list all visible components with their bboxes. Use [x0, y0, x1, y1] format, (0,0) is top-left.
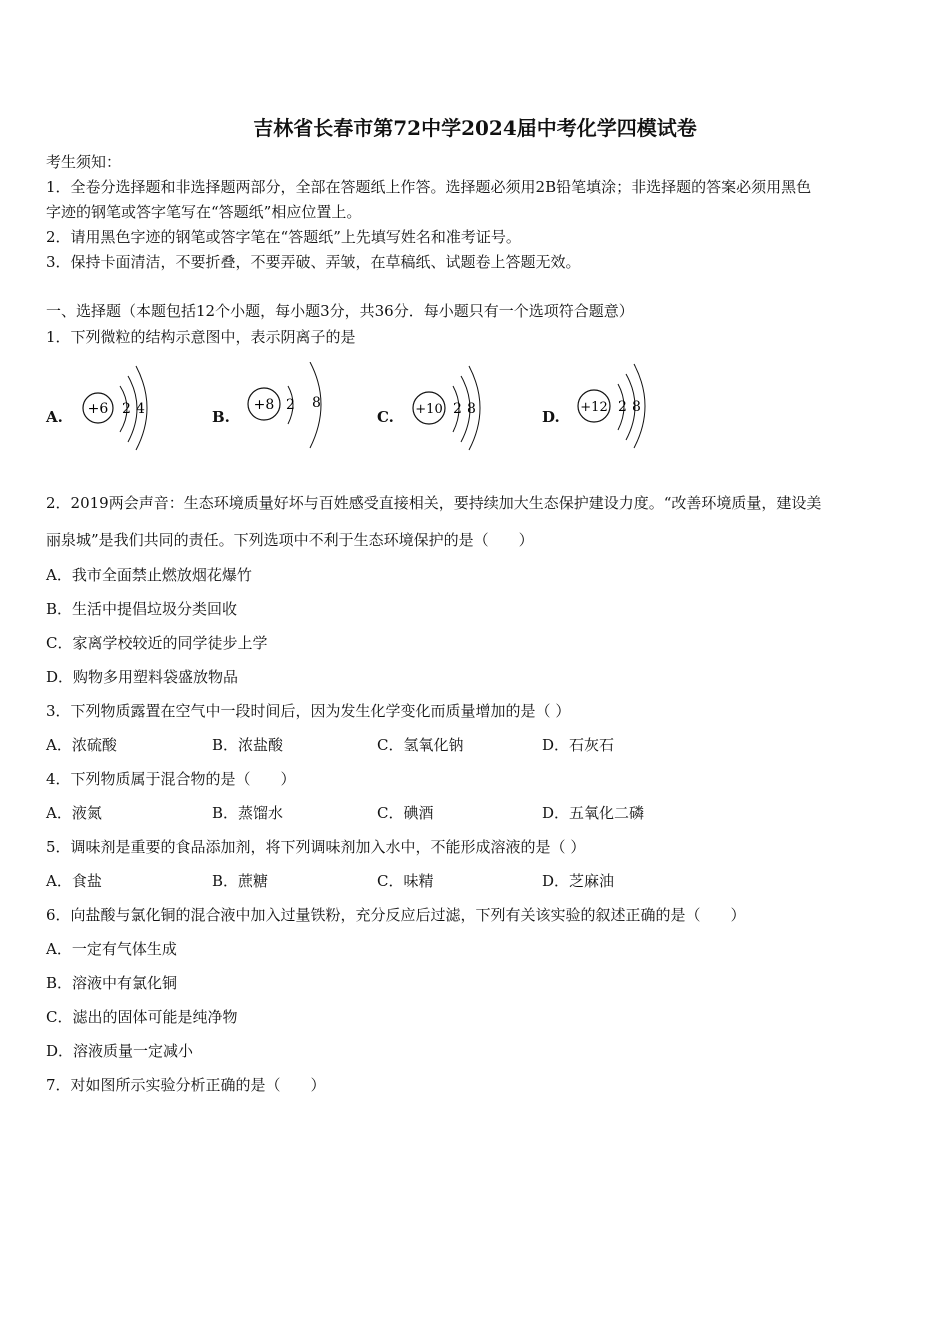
question-3-stem: 3．下列物质露置在空气中一段时间后，因为发生化学变化而质量增加的是（ ）	[46, 702, 571, 720]
option-label: C.	[377, 408, 394, 426]
section-heading: 一、选择题（本题包括12个小题，每小题3分，共36分．每小题只有一个选项符合题意）	[46, 302, 634, 320]
question-2-option: B．生活中提倡垃圾分类回收	[46, 600, 238, 618]
nucleus-charge: +8	[253, 397, 275, 413]
question-4-option: C．碘酒	[377, 804, 434, 822]
question-6-option: D．溶液质量一定减小	[46, 1042, 194, 1060]
shell-electrons: 8	[632, 399, 641, 415]
question-4-option: D．五氧化二磷	[542, 804, 645, 822]
question-7-stem: 7．对如图所示实验分析正确的是（ ）	[46, 1076, 326, 1094]
option-label: B.	[212, 408, 230, 426]
question-2-stem: 2．2019两会声音：生态环境质量好坏与百姓感受直接相关，要持续加大生态保护建设力度。“改善环境质量，建设美	[46, 494, 822, 512]
question-3-option: C．氢氧化钠	[377, 736, 464, 754]
option-c-atom-diagram	[377, 362, 537, 452]
shell-electrons: 2	[453, 401, 462, 417]
notice-item: 2．请用黑色字迹的钢笔或答字笔在“答题纸”上先填写姓名和准考证号。	[46, 228, 521, 246]
option-a-atom-diagram	[46, 362, 206, 452]
question-3-option: A．浓硫酸	[46, 736, 117, 754]
atom-structure-icon	[242, 362, 362, 452]
question-5-option: D．芝麻油	[542, 872, 615, 890]
question-5-option: B．蔗糖	[212, 872, 269, 890]
question-3-option: B．浓盐酸	[212, 736, 284, 754]
question-6-option: A．一定有气体生成	[46, 940, 177, 958]
question-2-stem: 丽泉城”是我们共同的责任。下列选项中不利于生态环境保护的是（ ）	[46, 531, 534, 549]
question-1-stem: 1．下列微粒的结构示意图中，表示阴离子的是	[46, 328, 356, 346]
question-6-option: B．溶液中有氯化铜	[46, 974, 178, 992]
question-2-option: A．我市全面禁止燃放烟花爆竹	[46, 566, 252, 584]
notice-item: 1．全卷分选择题和非选择题两部分，全部在答题纸上作答。选择题必须用2B铅笔填涂；非选择题的答案必须用黑色	[46, 178, 812, 196]
page-title: 吉林省长春市第72中学2024届中考化学四模试卷	[253, 116, 697, 140]
question-2-option: C．家离学校较近的同学徒步上学	[46, 634, 268, 652]
question-6-option: C．滤出的固体可能是纯净物	[46, 1008, 238, 1026]
shell-electrons: 4	[136, 401, 145, 417]
question-5-option: C．味精	[377, 872, 434, 890]
nucleus-charge: +6	[87, 401, 109, 417]
question-2-option: D．购物多用塑料袋盛放物品	[46, 668, 239, 686]
option-b-atom-diagram	[212, 362, 372, 452]
question-5-option: A．食盐	[46, 872, 102, 890]
atom-structure-icon	[572, 362, 692, 452]
option-label: D.	[542, 408, 560, 426]
notice-heading: 考生须知：	[46, 153, 122, 171]
notice-item: 字迹的钢笔或答字笔写在“答题纸”相应位置上。	[46, 203, 362, 221]
option-d-atom-diagram	[542, 362, 702, 452]
shell-electrons: 2	[122, 401, 131, 417]
atom-structure-icon	[76, 362, 196, 452]
question-4-stem: 4．下列物质属于混合物的是（ ）	[46, 770, 296, 788]
question-4-option: B．蒸馏水	[212, 804, 284, 822]
question-4-option: A．液氮	[46, 804, 102, 822]
notice-item: 3．保持卡面清洁，不要折叠，不要弄破、弄皱，在草稿纸、试题卷上答题无效。	[46, 253, 581, 271]
shell-electrons: 2	[618, 399, 627, 415]
question-6-stem: 6．向盐酸与氯化铜的混合液中加入过量铁粉，充分反应后过滤，下列有关该实验的叙述正确的是（ ）	[46, 906, 746, 924]
question-3-option: D．石灰石	[542, 736, 615, 754]
shell-electrons: 8	[312, 395, 321, 411]
question-5-stem: 5．调味剂是重要的食品添加剂，将下列调味剂加入水中，不能形成溶液的是（ ）	[46, 838, 586, 856]
option-label: A.	[46, 408, 63, 426]
shell-electrons: 8	[467, 401, 476, 417]
nucleus-charge: +10	[415, 402, 443, 417]
nucleus-charge: +12	[580, 400, 608, 415]
atom-structure-icon	[407, 362, 527, 452]
shell-electrons: 2	[286, 397, 295, 413]
